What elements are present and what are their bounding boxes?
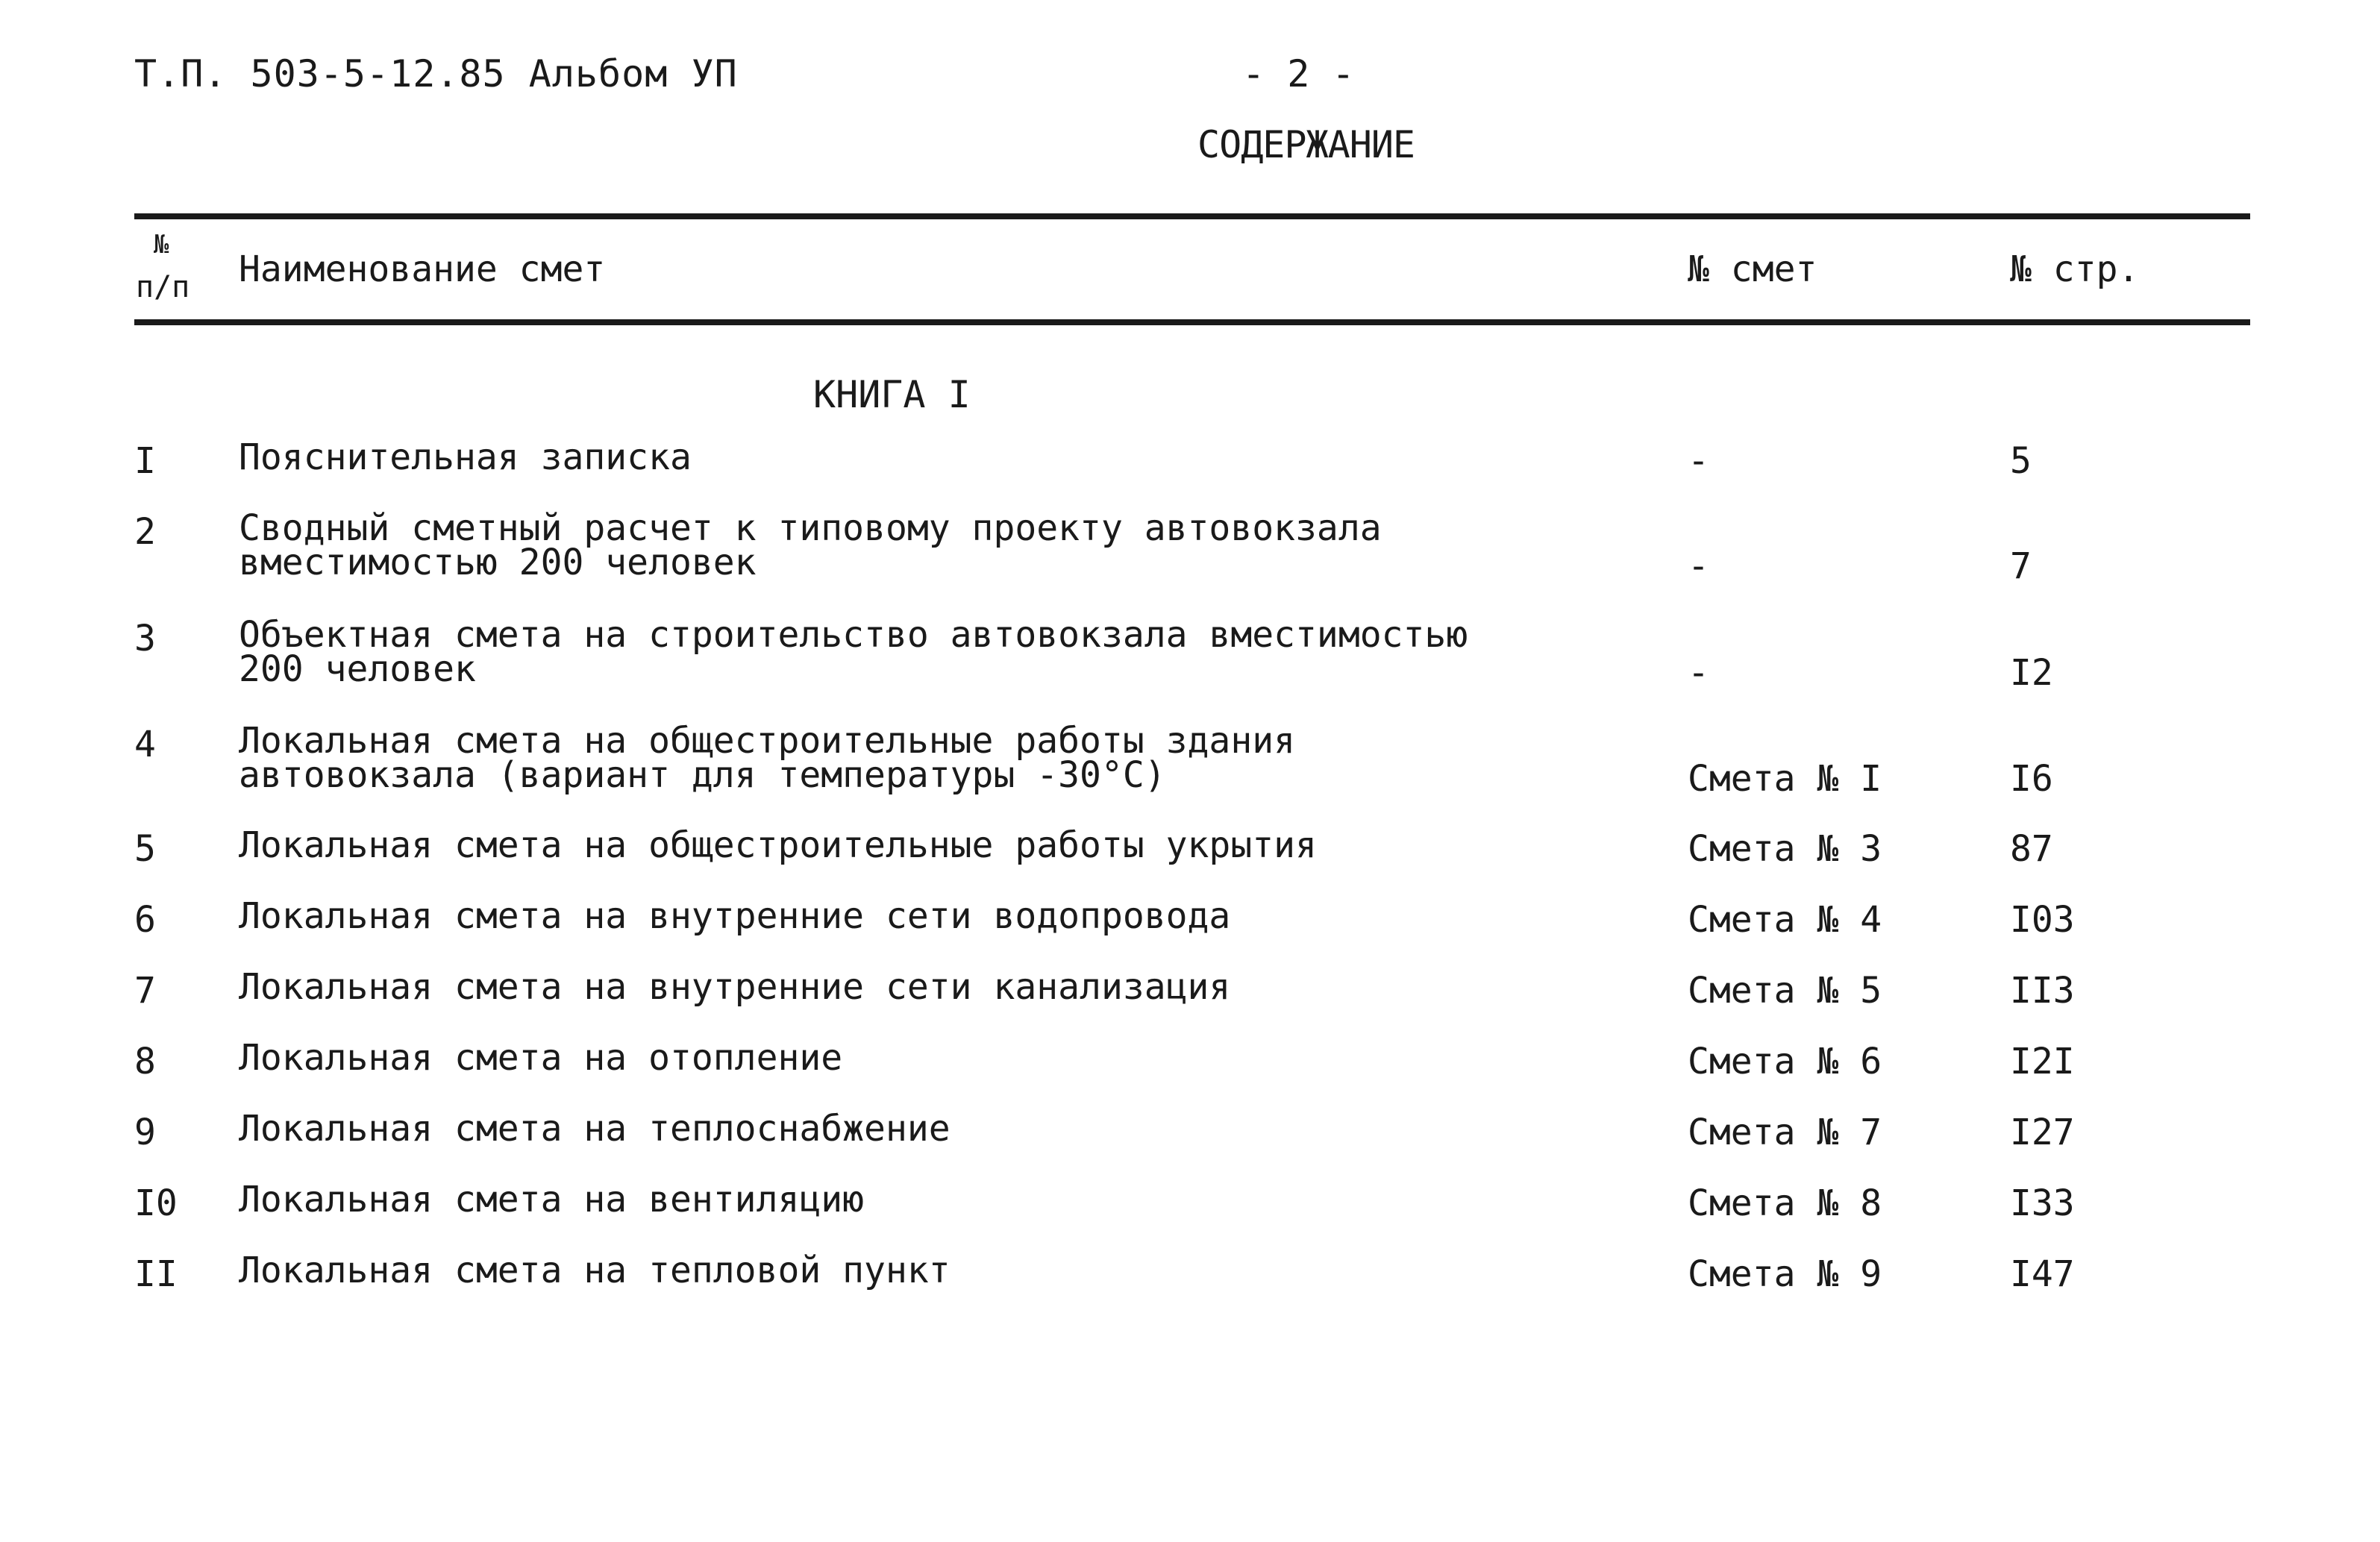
row-smeta: Смета № 8 [1688, 1182, 1882, 1224]
row-name [239, 1037, 843, 1079]
row-name-line: Локальная смета на вентиляцию [239, 1179, 865, 1220]
row-name-line: Сводный сметный расчет к типовому проекту автовокзала [239, 507, 1382, 549]
book-title: КНИГА I [813, 373, 971, 416]
row-smeta: Смета № 9 [1688, 1253, 1882, 1295]
row-number: 9 [134, 1112, 156, 1153]
row-page: I33 [2010, 1182, 2075, 1224]
column-header-name: Наименование смет [239, 248, 606, 290]
row-name [239, 824, 1317, 866]
row-number: 3 [134, 618, 156, 659]
row-name-line: Локальная смета на отопление [239, 1037, 843, 1079]
row-page: I2 [2010, 652, 2053, 694]
column-header-page: № стр. [2010, 248, 2140, 290]
row-name [239, 895, 1231, 937]
row-name [239, 720, 1296, 796]
row-name [239, 1250, 951, 1291]
row-page: I2I [2010, 1041, 2075, 1082]
row-smeta: Смета № I [1688, 758, 1882, 800]
row-smeta: - [1688, 440, 1709, 482]
row-page: 87 [2010, 828, 2053, 870]
row-name [239, 966, 1231, 1008]
row-number: 8 [134, 1041, 156, 1082]
row-name-line: Локальная смета на внутренние сети водопровода [239, 895, 1231, 937]
row-page: 5 [2010, 440, 2032, 482]
row-name-line: Объектная смета на строительство автовокзала вместимостью [239, 614, 1468, 656]
row-smeta: Смета № 7 [1688, 1112, 1882, 1153]
row-number: 7 [134, 970, 156, 1012]
document-code: Т.П. 503-5-12.85 Альбом УП [134, 52, 738, 95]
row-number: 6 [134, 899, 156, 941]
row-number: 5 [134, 828, 156, 870]
row-name [239, 1108, 951, 1150]
row-name [239, 436, 692, 478]
row-page: 7 [2010, 545, 2032, 587]
column-header-num-symbol: № [154, 230, 169, 260]
row-name-line: Локальная смета на тепловой пункт [239, 1250, 951, 1291]
row-name [239, 614, 1468, 690]
row-name-line: Локальная смета на общестроительные работы здания [239, 720, 1296, 762]
row-smeta: Смета № 3 [1688, 828, 1882, 870]
row-name-line: вместимостью 200 человек [239, 542, 757, 583]
row-number: II [134, 1253, 178, 1295]
table-top-rule [134, 213, 2250, 219]
row-smeta: - [1688, 652, 1709, 694]
column-header-num: п/п [136, 270, 190, 304]
table-header-rule [134, 319, 2250, 325]
row-number: 2 [134, 511, 156, 553]
page-title: СОДЕРЖАНИЕ [1197, 123, 1415, 166]
row-page: II3 [2010, 970, 2075, 1012]
row-name-line: автовокзала (вариант для температуры -30°С) [239, 754, 1166, 796]
column-header-smeta: № смет [1688, 248, 1817, 290]
row-page: I27 [2010, 1112, 2075, 1153]
row-number: I [134, 440, 156, 482]
row-name-line: Локальная смета на общестроительные работы укрытия [239, 824, 1317, 866]
row-number: I0 [134, 1182, 178, 1224]
row-smeta: Смета № 5 [1688, 970, 1882, 1012]
row-page: I6 [2010, 758, 2053, 800]
row-smeta: Смета № 6 [1688, 1041, 1882, 1082]
row-name-line: Локальная смета на теплоснабжение [239, 1108, 951, 1150]
row-name [239, 507, 1382, 583]
row-page: I03 [2010, 899, 2075, 941]
row-name-line: Локальная смета на внутренние сети канализация [239, 966, 1231, 1008]
row-smeta: Смета № 4 [1688, 899, 1882, 941]
row-page: I47 [2010, 1253, 2075, 1295]
page-number: - 2 - [1242, 52, 1355, 95]
row-number: 4 [134, 724, 156, 765]
row-name-line: 200 человек [239, 648, 476, 690]
row-name [239, 1179, 865, 1220]
row-name-line: Пояснительная записка [239, 436, 692, 478]
row-smeta: - [1688, 545, 1709, 587]
